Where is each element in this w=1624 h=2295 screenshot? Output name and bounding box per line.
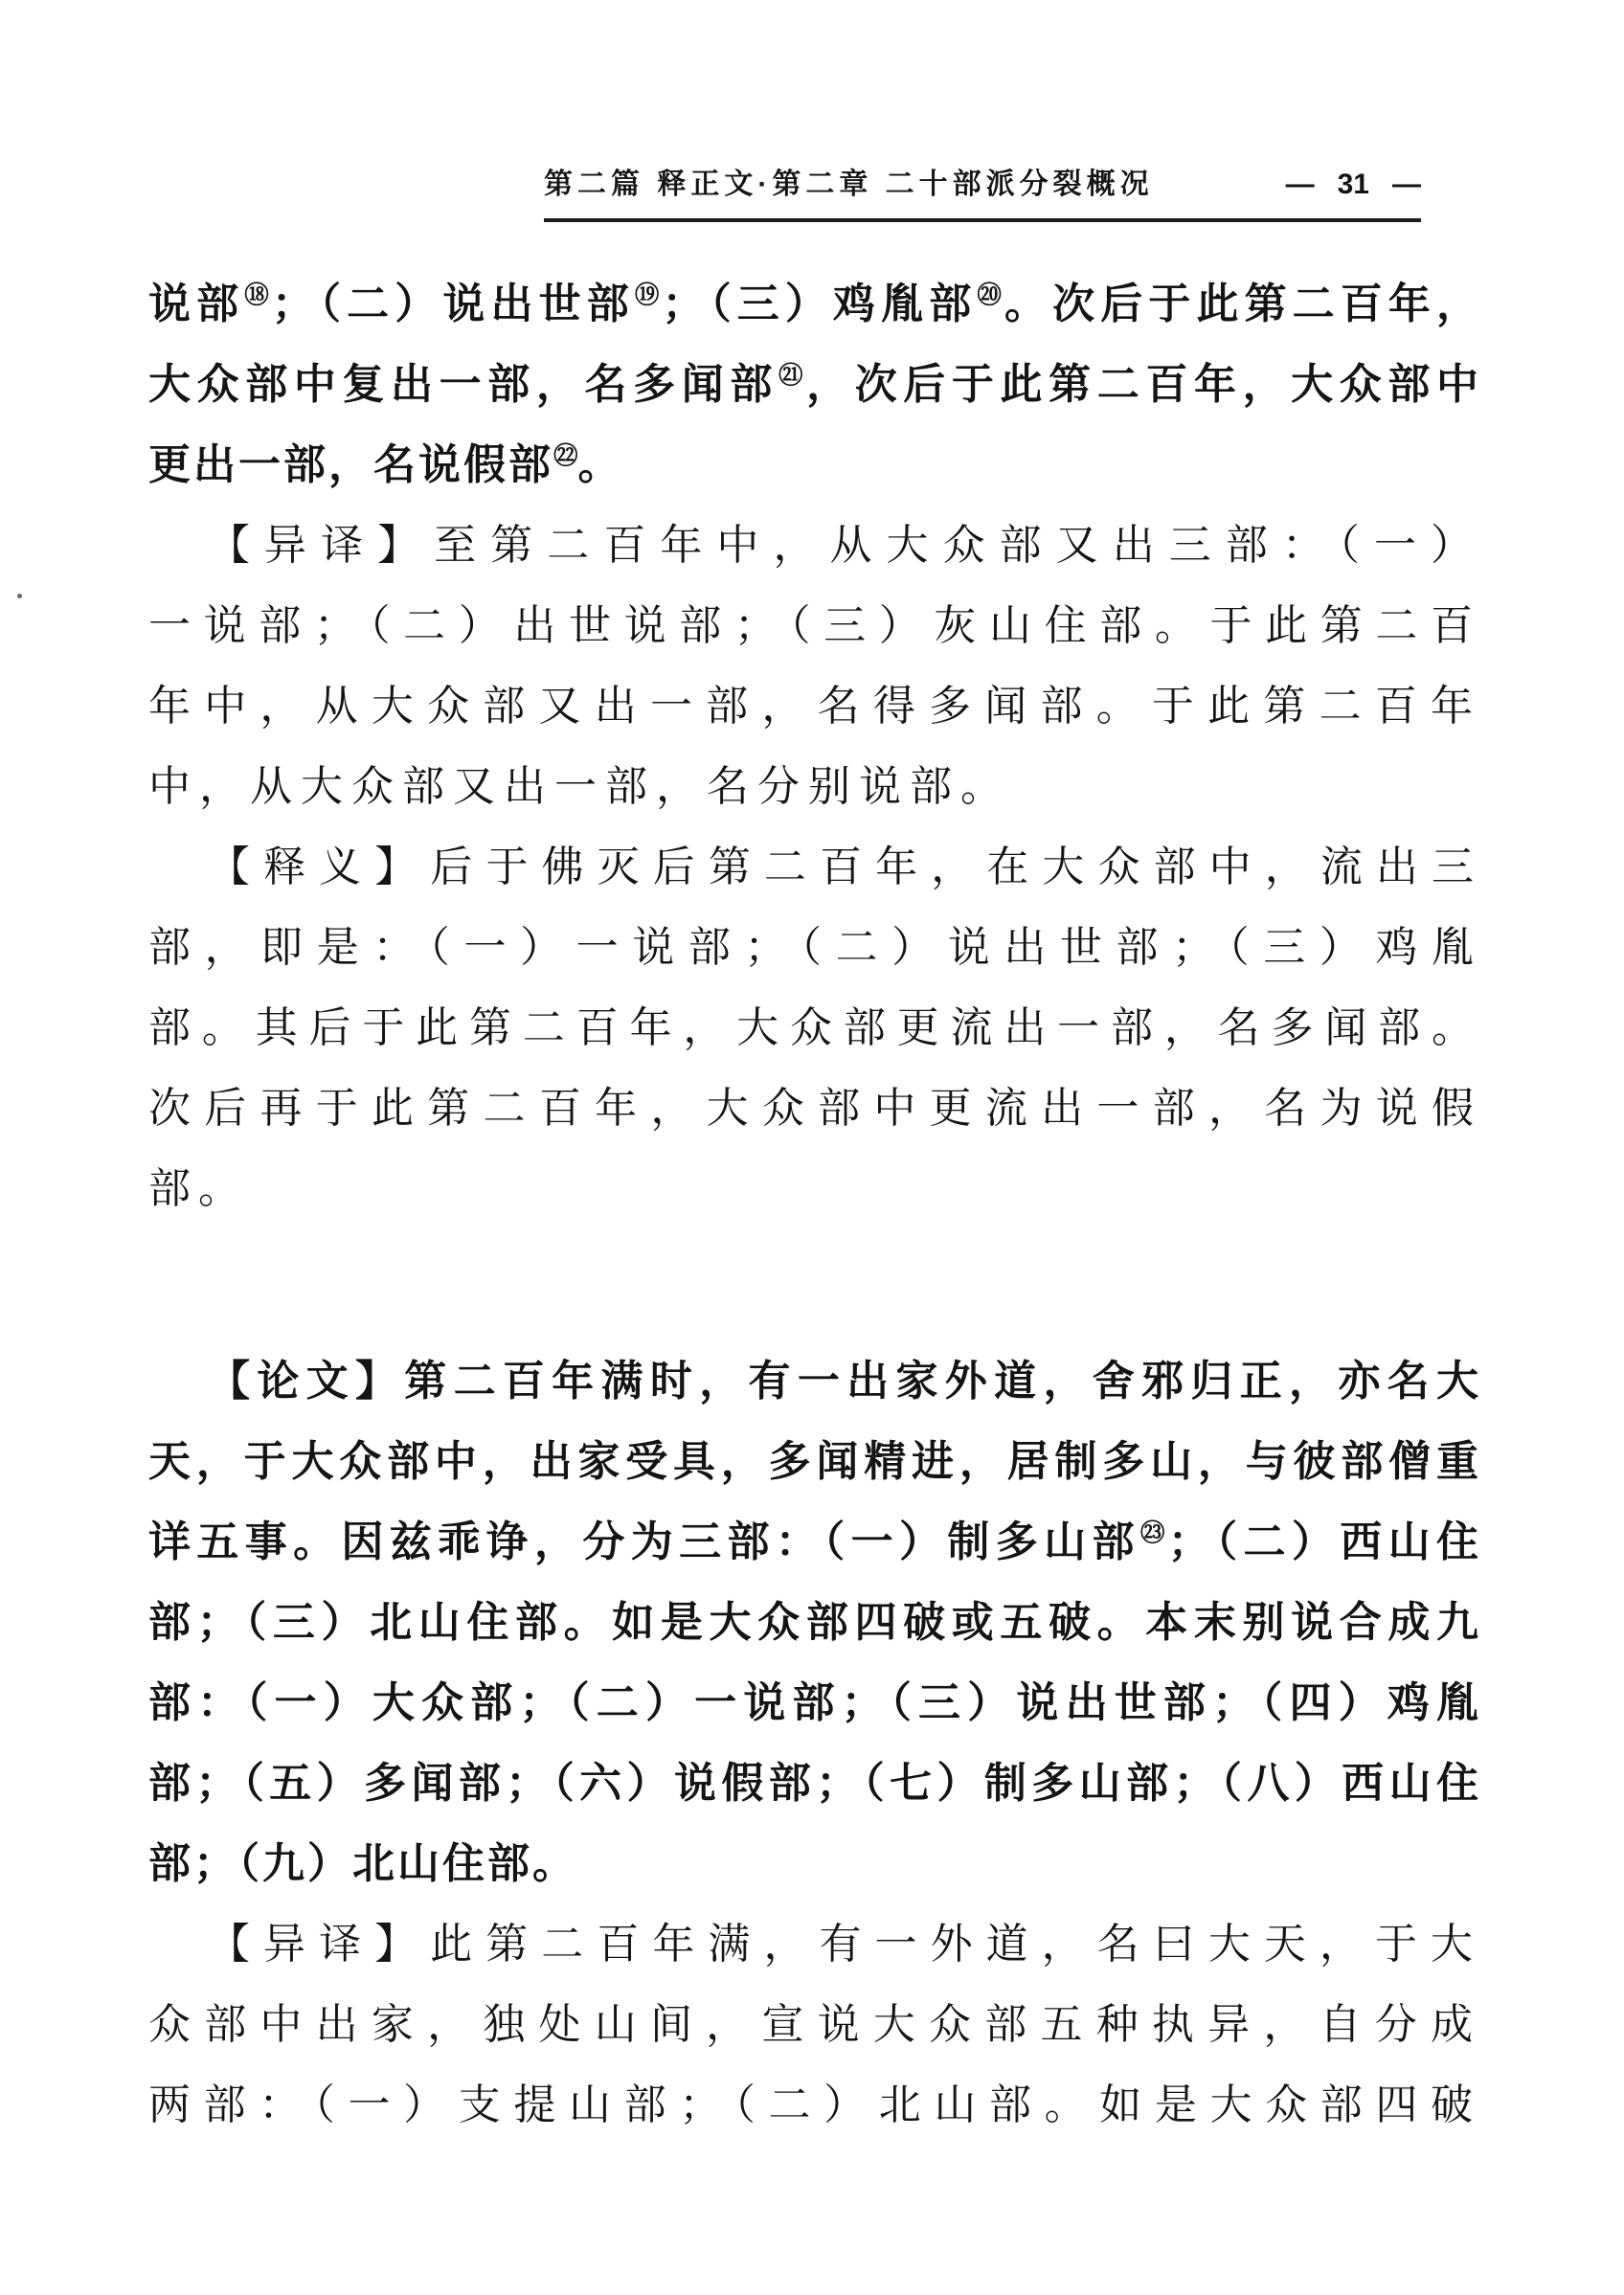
text-line: 众部中出家，独处山间，宣说大众部五种执异，自分成 <box>148 2001 1481 2048</box>
text-line: 部；（五）多闻部；（六）说假部；（七）制多山部；（八）西山住 <box>148 1760 1481 1807</box>
text-line: 更出一部，名说假部$^㉒$。 <box>148 441 623 488</box>
text-line: 【论文】第二百年满时，有一出家外道，舍邪归正，亦名大 <box>208 1358 1481 1405</box>
text-line: 大众部中复出一部，名多闻部$^㉑$，次后于此第二百年，大众部中 <box>148 361 1482 408</box>
text-column <box>148 264 1481 2146</box>
text-line: 中，从大众部又出一部，名分别说部。 <box>148 763 1011 810</box>
page-number-group <box>1286 169 1421 201</box>
text-line: 部，即是：（一）一说部；（二）说出世部；（三）鸡胤 <box>148 924 1481 971</box>
page-number-dash-right: — <box>1392 169 1421 200</box>
running-header <box>544 169 1421 222</box>
text-line: 【异译】至第二百年中，从大众部又出三部：（一） <box>208 522 1481 569</box>
page-number-dash-left: — <box>1285 169 1315 200</box>
text-line: 天，于大众部中，出家受具，多闻精进，居制多山，与彼部僧重 <box>148 1438 1481 1485</box>
text-line: 一说部；（二）出世说部；（三）灰山住部。于此第二百 <box>148 602 1481 649</box>
paragraph-lunwen-continuation <box>148 264 1481 506</box>
text-line: 【异译】此第二百年满，有一外道，名曰大天，于大 <box>208 1921 1481 1968</box>
text-line: 部；（三）北山住部。如是大众部四破或五破。本末别说合成九 <box>148 1599 1481 1646</box>
section-gap <box>148 1229 1481 1341</box>
paragraph-lunwen-2 <box>148 1341 1481 1904</box>
text-line: 次后再于此第二百年，大众部中更流出一部，名为说假 <box>148 1085 1481 1132</box>
text-line: 两部：（一）支提山部；（二）北山部。如是大众部四破 <box>148 2081 1481 2128</box>
scan-artifact-dot <box>17 594 22 598</box>
header-title: 第二篇 释正文·第二章 二十部派分裂概况 <box>544 169 1154 200</box>
text-line: 部：（一）大众部；（二）一说部；（三）说出世部；（四）鸡胤 <box>148 1679 1481 1726</box>
text-line: 部。 <box>148 1165 248 1212</box>
paragraph-yiyi-2 <box>148 1904 1481 2146</box>
paragraph-yiyi-1 <box>148 506 1481 827</box>
text-line: 部。其后于此第二百年，大众部更流出一部，名多闻部。 <box>148 1004 1481 1051</box>
text-line: 年中，从大众部又出一部，名得多闻部。于此第二百年 <box>148 683 1481 730</box>
text-line: 详五事。因兹乖诤，分为三部：（一）制多山部$^㉓$；（二）西山住 <box>148 1519 1482 1565</box>
paragraph-shiyi <box>148 827 1481 1229</box>
text-line: 部；（九）北山住部。 <box>148 1840 577 1887</box>
page-number: 31 <box>1337 169 1369 200</box>
text-line: 【释义】后于佛灭后第二百年，在大众部中，流出三 <box>208 844 1481 890</box>
text-line: 说部⑱；（二）说出世部⑲；（三）鸡胤部⑳。次后于此第二百年， <box>148 281 1482 327</box>
